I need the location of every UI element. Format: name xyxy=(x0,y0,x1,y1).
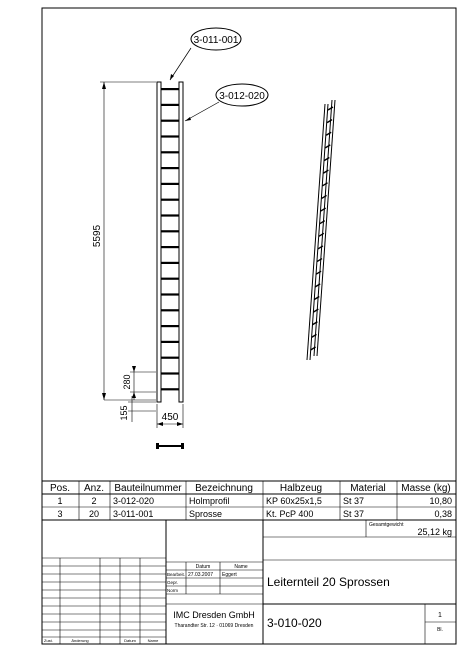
ladder-rung xyxy=(161,230,179,232)
isometric-rung xyxy=(327,120,332,123)
col-name-label: Name xyxy=(234,564,248,570)
parts-header-qty: Anz. xyxy=(83,483,105,494)
table-row xyxy=(57,509,452,519)
row-checked-label: Gepr. xyxy=(167,580,179,585)
drawing-title: Leiternteil 20 Sprossen xyxy=(267,575,390,589)
right-rail xyxy=(179,82,183,402)
row-norm-label: Norm xyxy=(167,588,178,593)
sheet-number: 1 xyxy=(438,612,442,619)
title-block xyxy=(42,520,456,644)
ladder-rung xyxy=(161,325,179,327)
ladder-rung xyxy=(161,183,179,185)
ladder-rung xyxy=(161,246,179,248)
ladder-rung xyxy=(161,309,179,311)
row2-partnumber: 3-011-001 xyxy=(113,509,154,519)
ladder-isometric-view xyxy=(307,100,335,360)
ladder-rung xyxy=(161,214,179,216)
parts-header-partnumber: Bauteilnummer xyxy=(114,483,182,494)
dimension-overall-height xyxy=(92,82,156,400)
ladder-rung xyxy=(161,104,179,106)
ladder-rung xyxy=(161,357,179,359)
dimension-overall-height-text: 5595 xyxy=(92,224,103,248)
dimension-bottom-offset-text: 155 xyxy=(119,405,129,421)
callout-rung xyxy=(185,84,268,121)
row1-material: St 37 xyxy=(343,496,365,506)
company-name: IMC Dresden GmbH xyxy=(173,610,255,620)
left-rail xyxy=(157,82,161,402)
parts-header-pos: Pos. xyxy=(49,483,71,494)
isometric-rung xyxy=(320,221,325,224)
isometric-rung xyxy=(326,132,331,135)
isometric-rung xyxy=(325,145,330,148)
row2-pos: 3 xyxy=(57,509,63,519)
ladder-rungs xyxy=(161,88,179,390)
ladder-rung xyxy=(161,120,179,122)
isometric-rung xyxy=(318,246,323,249)
callout-rung-text: 3-012-020 xyxy=(219,91,265,102)
callout-rail-text: 3-011-001 xyxy=(193,35,239,46)
row2-semifinished: Kt. PcP 400 xyxy=(266,509,314,519)
row2-mass: 0,38 xyxy=(434,509,452,519)
ladder-plan-view xyxy=(156,443,184,449)
ladder-rung xyxy=(161,388,179,390)
drawing-number: 3-010-020 xyxy=(267,616,322,630)
ladder-rung xyxy=(161,293,179,295)
row2-material: St 37 xyxy=(343,509,365,519)
ladder-rung xyxy=(161,151,179,153)
dimension-width xyxy=(157,404,183,428)
row2-designation: Sprosse xyxy=(189,509,223,519)
parts-list xyxy=(42,481,456,520)
total-mass-value: 25,12 kg xyxy=(417,527,452,537)
parts-header-designation: Bezeichnung xyxy=(195,483,253,494)
rev-status-label: Zust. xyxy=(44,638,53,643)
isometric-rung xyxy=(323,170,328,173)
rev-name-label: Name xyxy=(147,638,159,643)
ladder-rung xyxy=(161,341,179,343)
row1-designation: Holmprofil xyxy=(189,496,230,506)
ladder-rung xyxy=(161,262,179,264)
dimension-width-text: 450 xyxy=(161,412,179,423)
parts-header-semifinished: Halbzeug xyxy=(279,483,323,494)
ladder-rung xyxy=(161,135,179,137)
ladder-rung xyxy=(161,88,179,90)
parts-header-material: Material xyxy=(350,483,386,494)
drawn-name: Eggert xyxy=(222,572,237,578)
row2-qty: 20 xyxy=(88,509,100,519)
callout-rail xyxy=(170,28,241,80)
isometric-rung xyxy=(319,233,324,236)
isometric-rung xyxy=(323,183,328,186)
company-address: Tharandter Str. 12 · 01069 Dresden xyxy=(174,623,254,629)
row1-pos: 1 xyxy=(57,496,63,506)
ladder-rung xyxy=(161,167,179,169)
col-date-label: Datum xyxy=(195,564,211,570)
parts-header-mass: Masse (kg) xyxy=(401,483,451,494)
isometric-rung xyxy=(321,208,326,211)
total-mass-label: Gesamtgewicht xyxy=(369,522,404,528)
drawn-date: 27.03.2007 xyxy=(188,572,214,578)
isometric-rung xyxy=(324,158,329,161)
row1-qty: 2 xyxy=(91,496,97,506)
rev-change-label: Änderung xyxy=(71,638,89,643)
isometric-rung xyxy=(317,259,322,262)
rev-date-label: Datum xyxy=(124,638,136,643)
row1-mass: 10,80 xyxy=(429,496,452,506)
row1-partnumber: 3-012-020 xyxy=(113,496,155,506)
row1-semifinished: KP 60x25x1,5 xyxy=(266,496,322,506)
dimension-rung-pitch xyxy=(122,366,156,400)
ladder-rung xyxy=(161,372,179,374)
ladder-rung xyxy=(161,278,179,280)
isometric-rung xyxy=(328,107,333,110)
dimension-rung-pitch-text: 280 xyxy=(122,374,132,390)
row-drawn-label: Bearbeit. xyxy=(167,572,186,577)
sheet-label: Bl. xyxy=(437,627,443,633)
isometric-rung xyxy=(322,195,327,198)
ladder-front-view xyxy=(157,82,183,402)
ladder-rung xyxy=(161,199,179,201)
table-row xyxy=(57,496,452,506)
